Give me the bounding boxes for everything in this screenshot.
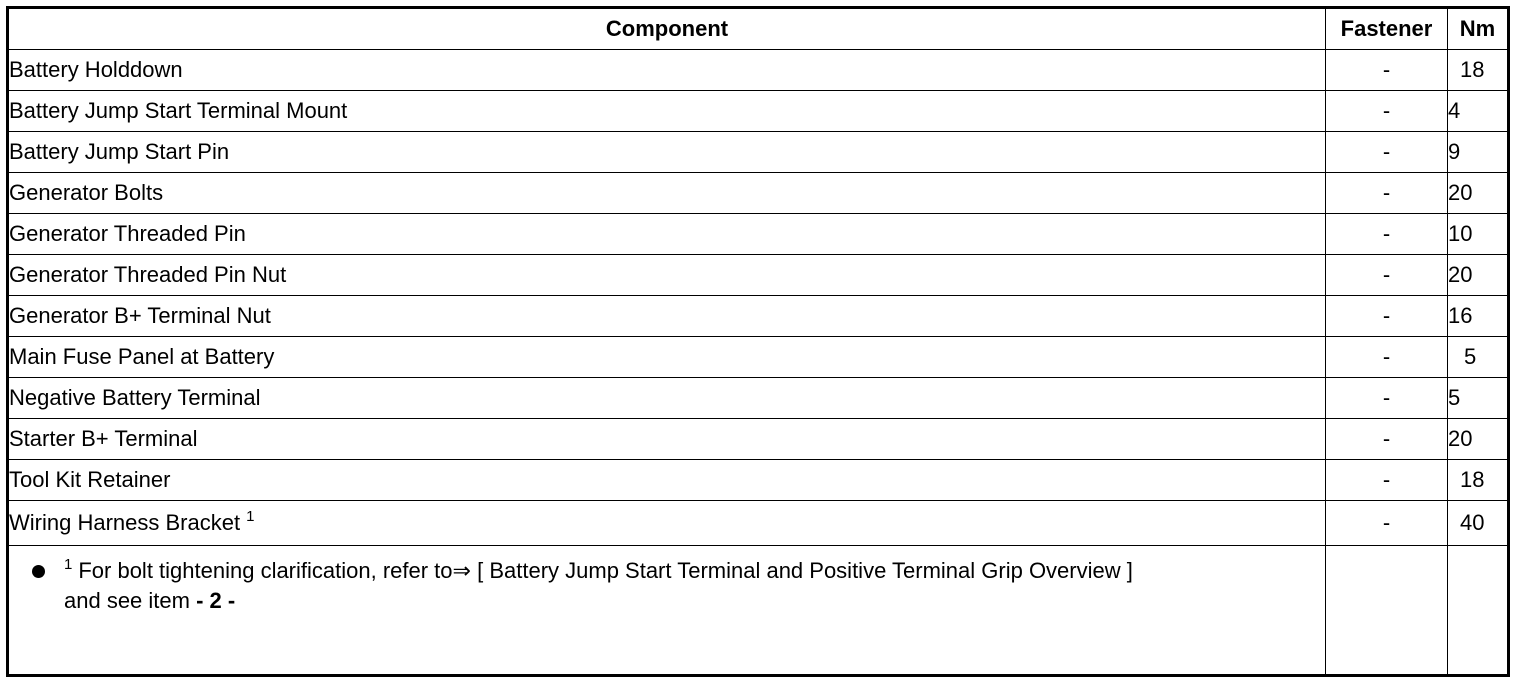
torque-nm-cell: 18 [1448, 460, 1509, 501]
bullet-icon [32, 565, 45, 578]
footnote-text-after: and see item [64, 588, 190, 613]
fastener-cell: - [1326, 419, 1448, 460]
footnote-cell [8, 546, 1326, 676]
table-header-row [8, 8, 1509, 50]
table-row [8, 91, 1509, 132]
component-cell: Main Fuse Panel at Battery [8, 337, 1326, 378]
arrow-right-icon: ⇒ [452, 558, 471, 583]
torque-nm-cell: 40 [1448, 501, 1509, 546]
torque-nm-cell: 20 [1448, 419, 1509, 460]
torque-spec-table [6, 6, 1510, 677]
footnote-item-ref: - 2 - [196, 588, 236, 613]
torque-nm-cell: 18 [1448, 50, 1509, 91]
component-cell: Battery Jump Start Terminal Mount [8, 91, 1326, 132]
torque-nm-cell: 5 [1448, 378, 1509, 419]
table-row [8, 501, 1509, 546]
footnote-text: For bolt tightening clarification, refer to [78, 558, 453, 583]
table-row [8, 296, 1509, 337]
footnote-note [9, 546, 1325, 616]
table-row [8, 337, 1509, 378]
table-row [8, 255, 1509, 296]
fastener-cell: - [1326, 50, 1448, 91]
component-cell: Generator B+ Terminal Nut [8, 296, 1326, 337]
footnote-row [8, 546, 1509, 676]
fastener-cell: - [1326, 132, 1448, 173]
fastener-cell: - [1326, 501, 1448, 546]
fastener-cell: - [1326, 214, 1448, 255]
component-cell: Battery Jump Start Pin [8, 132, 1326, 173]
fastener-cell: - [1326, 337, 1448, 378]
table-row [8, 50, 1509, 91]
component-cell: Generator Bolts [8, 173, 1326, 214]
component-cell: Generator Threaded Pin Nut [8, 255, 1326, 296]
component-text: Wiring Harness Bracket [9, 510, 241, 535]
torque-nm-cell: 20 [1448, 255, 1509, 296]
component-cell [8, 501, 1326, 546]
torque-nm-cell: 20 [1448, 173, 1509, 214]
footnote-marker: 1 [246, 508, 255, 525]
fastener-cell: - [1326, 460, 1448, 501]
fastener-cell: - [1326, 378, 1448, 419]
column-header-component: Component [8, 8, 1326, 50]
table-row [8, 419, 1509, 460]
table-row [8, 132, 1509, 173]
torque-nm-cell: 5 [1448, 337, 1509, 378]
component-cell: Battery Holddown [8, 50, 1326, 91]
component-cell: Generator Threaded Pin [8, 214, 1326, 255]
torque-nm-cell: 10 [1448, 214, 1509, 255]
footnote-link[interactable]: [ Battery Jump Start Terminal and Positive Terminal Grip Overview ] [477, 558, 1133, 583]
fastener-cell: - [1326, 255, 1448, 296]
table-row [8, 460, 1509, 501]
component-cell: Negative Battery Terminal [8, 378, 1326, 419]
torque-nm-cell: 9 [1448, 132, 1509, 173]
torque-nm-cell: 16 [1448, 296, 1509, 337]
footnote-number: 1 [64, 556, 73, 573]
footnote-fastener-cell [1326, 546, 1448, 676]
fastener-cell: - [1326, 91, 1448, 132]
component-cell: Starter B+ Terminal [8, 419, 1326, 460]
column-header-fastener: Fastener [1326, 8, 1448, 50]
table-row [8, 173, 1509, 214]
column-header-nm: Nm [1448, 8, 1509, 50]
table-row [8, 214, 1509, 255]
component-cell: Tool Kit Retainer [8, 460, 1326, 501]
footnote-nm-cell [1448, 546, 1509, 676]
torque-nm-cell: 4 [1448, 91, 1509, 132]
fastener-cell: - [1326, 296, 1448, 337]
table-row [8, 378, 1509, 419]
fastener-cell: - [1326, 173, 1448, 214]
